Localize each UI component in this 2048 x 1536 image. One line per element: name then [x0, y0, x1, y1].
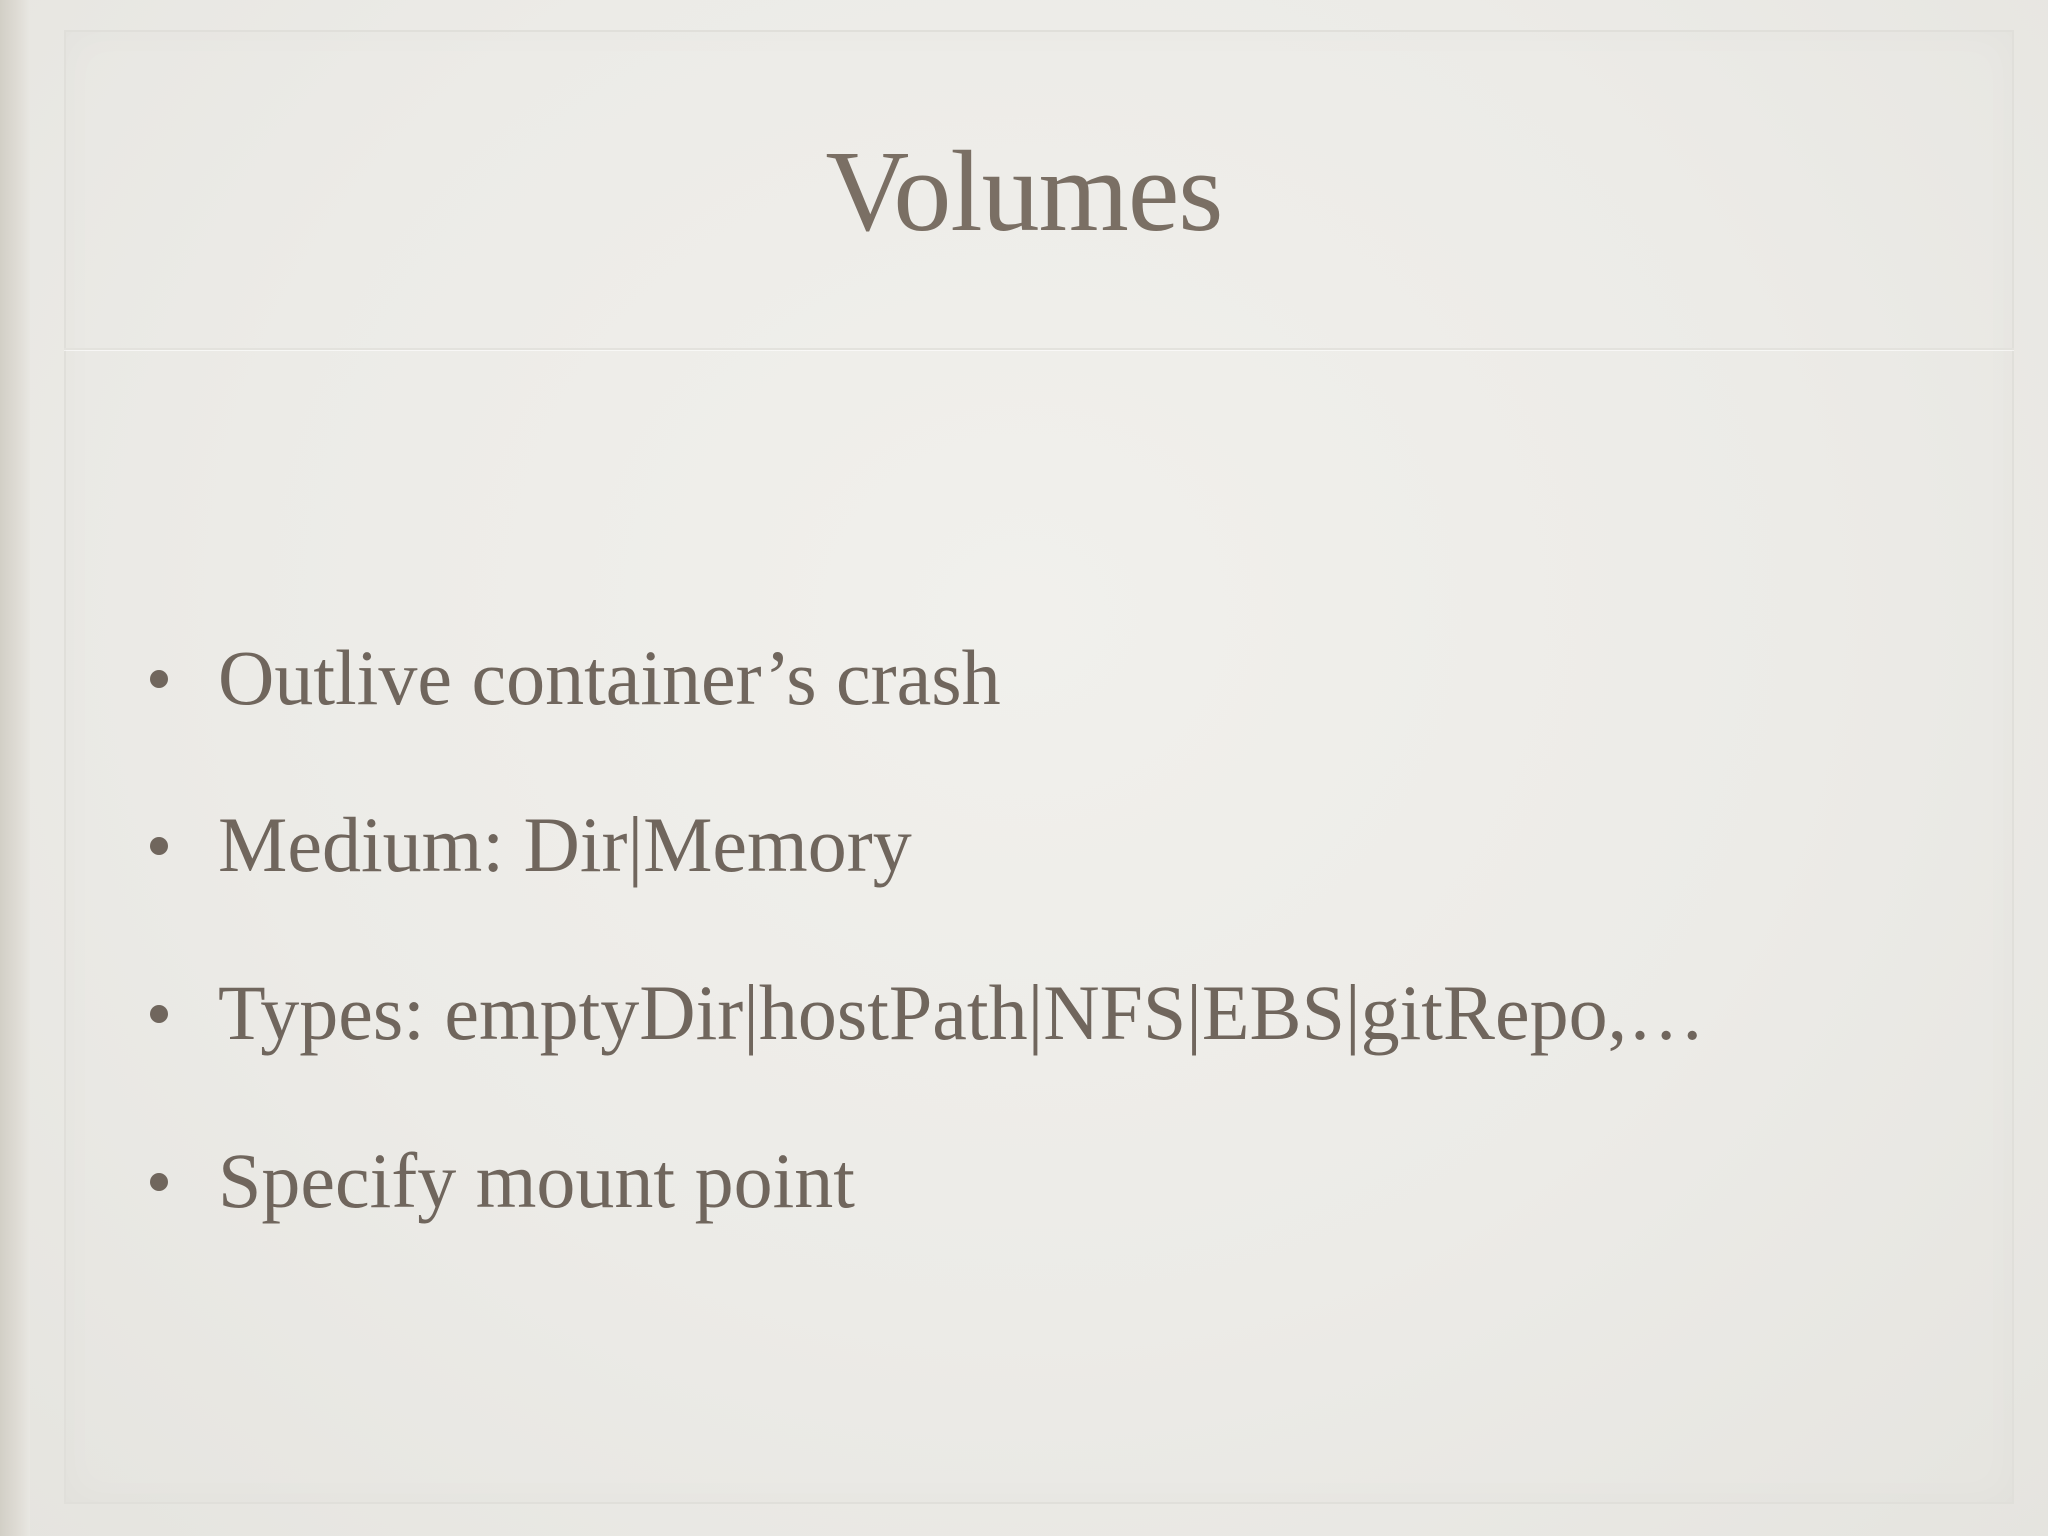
bullet-dot-icon: [150, 1005, 168, 1023]
bullet-dot-icon: [150, 670, 168, 688]
bullet-dot-icon: [150, 1173, 168, 1191]
bullet-text: Specify mount point: [218, 1137, 855, 1224]
bullet-text: Types: emptyDir|hostPath|NFS|EBS|gitRepo,…: [218, 969, 1706, 1056]
bullet-text: Outlive container’s crash: [218, 634, 1001, 721]
bullet-text: Medium: Dir|Memory: [218, 801, 912, 888]
bullet-dot-icon: [150, 837, 168, 855]
bullet-item-mount-point: [150, 1131, 2000, 1231]
title-divider: [64, 348, 2014, 350]
bullet-item-outlive: [150, 628, 2000, 728]
bullet-item-medium: [150, 795, 2000, 895]
bullet-item-types: [150, 963, 2000, 1063]
slide-title: Volumes: [825, 128, 1223, 256]
